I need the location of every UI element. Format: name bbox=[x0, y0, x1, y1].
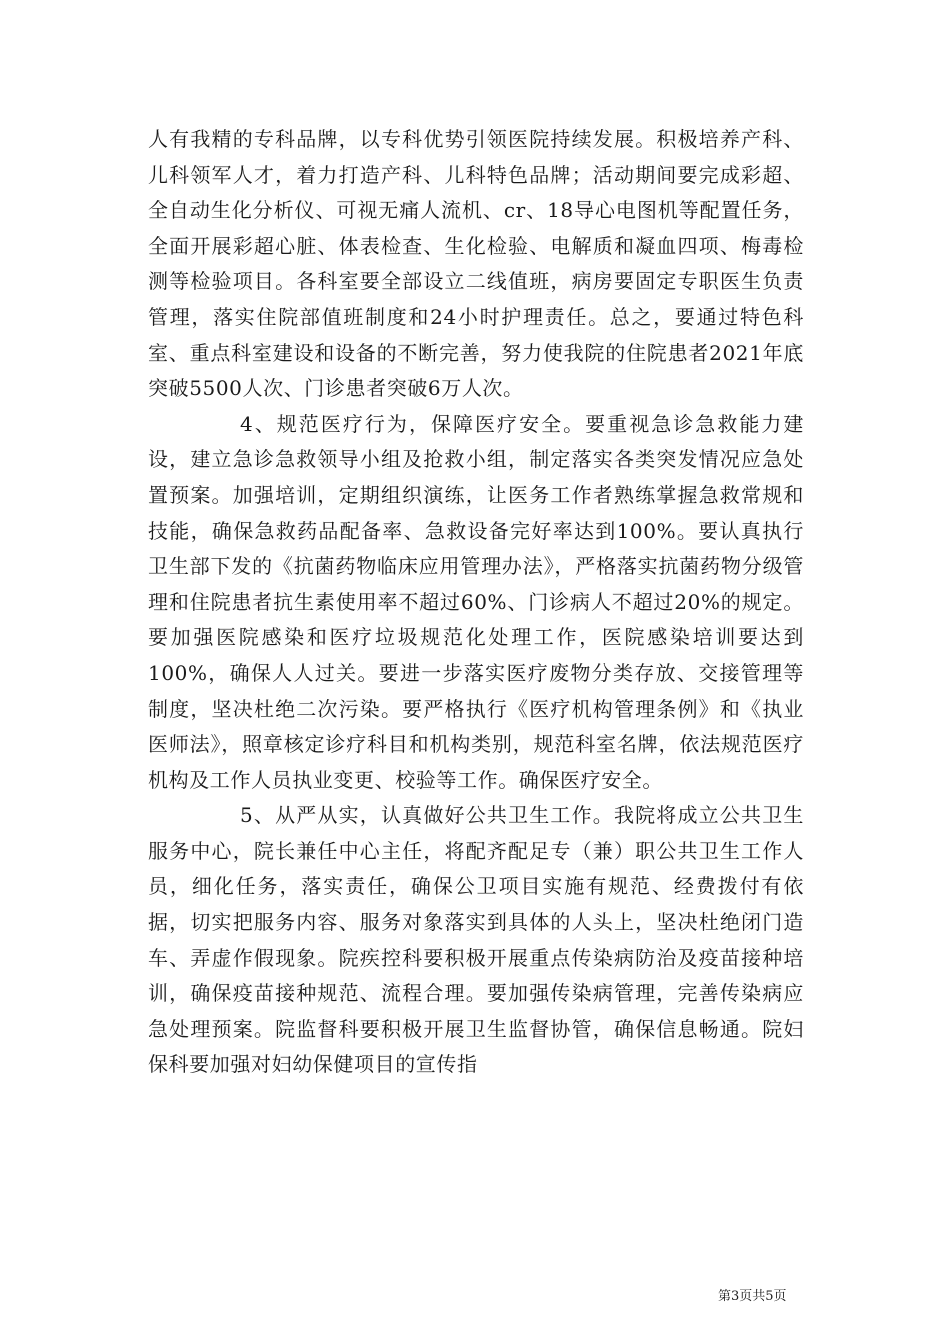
paragraph-section-5: 5、从严从实，认真做好公共卫生工作。我院将成立公共卫生服务中心，院长兼任中心主任，将配齐配足专（兼）职公共卫生工作人员，细化任务，落实责任，确保公卫项目实施有规范、经费拨付有依据，切实把服务内容、服务对象落实到具体的人头上，坚决杜绝闭门造车、弄虚作假现象。院疾控科要积极开展重点传染病防治及疫苗接种培训，确保疫苗接种规范、流程合理。要加强传染病管理，完善传染病应急处理预案。院监督科要积极开展卫生监督协管，确保信息畅通。院妇保科要加强对妇幼保健项目的宣传指 bbox=[148, 803, 804, 1077]
paragraph-section-4: 4、规范医疗行为，保障医疗安全。要重视急诊急救能力建设，建立急诊急救领导小组及抢救小组，制定落实各类突发情况应急处置预案。加强培训，定期组织演练，让医务工作者熟练掌握急救常规和技能，确保急救药品配备率、急救设备完好率达到100%。要认真执行卫生部下发的《抗菌药物临床应用管理办法》，严格落实抗菌药物分级管理和住院患者抗生素使用率不超过60%、门诊病人不超过20%的规定。要加强医院感染和医疗垃圾规范化处理工作，医院感染培训要达到100%，确保人人过关。要进一步落实医疗废物分类存放、交接管理等制度，坚决杜绝二次污染。要严格执行《医疗机构管理条例》和《执业医师法》，照章核定诊疗科目和机构类别，规范科室名牌，依法规范医疗机构及工作人员执业变更、校验等工作。确保医疗安全。 bbox=[148, 411, 804, 792]
page-number-footer: 第3页共5页 bbox=[718, 1289, 787, 1304]
paragraph-continuation: 人有我精的专科品牌，以专科优势引领医院持续发展。积极培养产科、儿科领军人才，着力打造产科、儿科特色品牌；活动期间要完成彩超、全自动生化分析仪、可视无痛人流机、cr、18导心电图机等配置任务，全面开展彩超心脏、体表检查、生化检验、电解质和凝血四项、梅毒检测等检验项目。各科室要全部设立二线值班，病房要固定专职医生负责管理，落实住院部值班制度和24小时护理责任。总之，要通过特色科室、重点科室建设和设备的不断完善，努力使我院的住院患者2021年底突破5500人次、门诊患者突破6万人次。 bbox=[148, 127, 804, 401]
document-body bbox=[148, 122, 804, 1083]
